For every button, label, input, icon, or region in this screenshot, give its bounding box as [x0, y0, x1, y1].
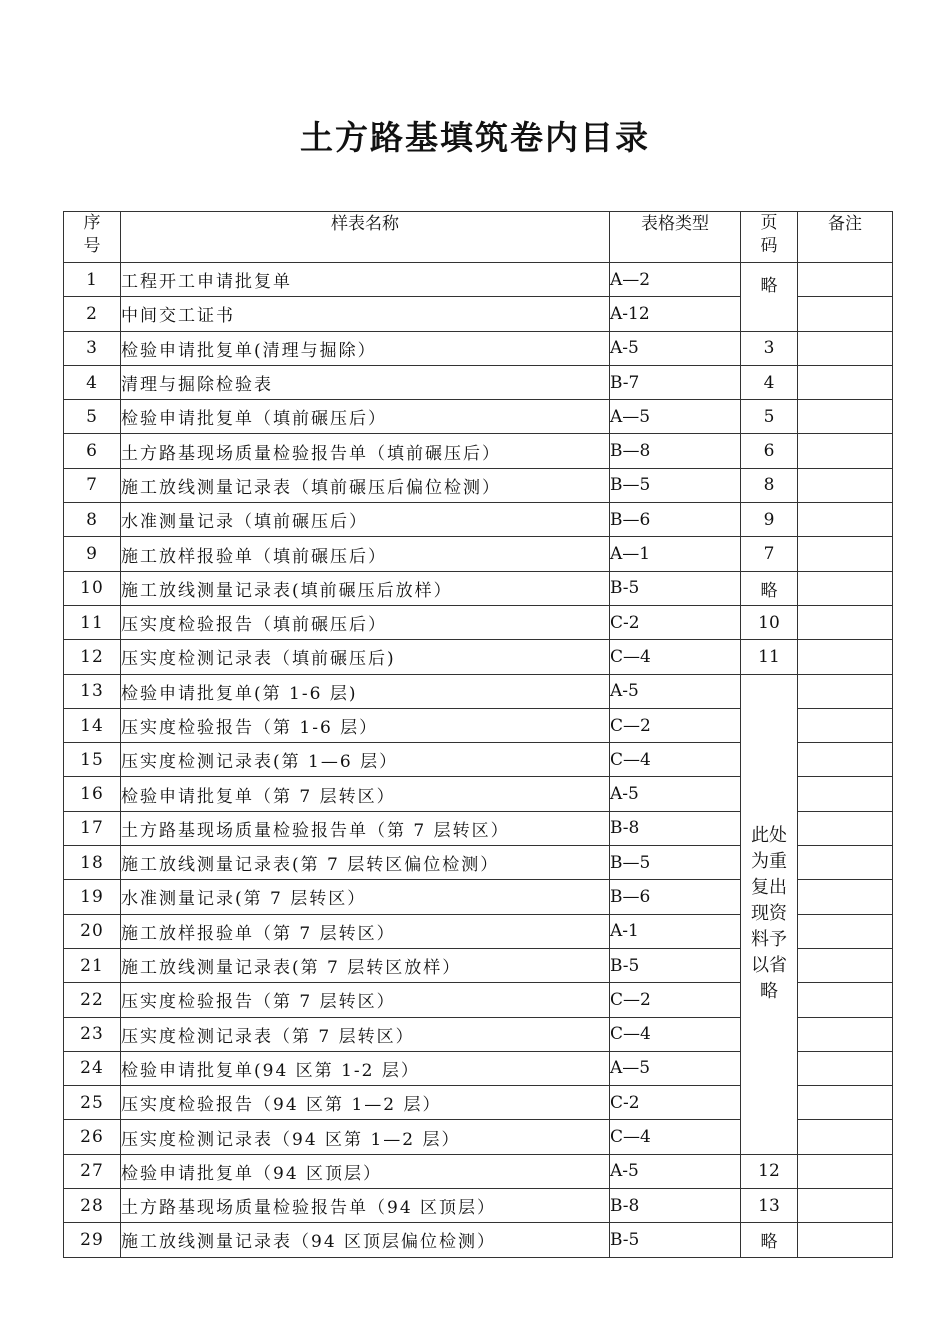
row-seq: 10 [64, 571, 121, 605]
row-page: 10 [741, 605, 798, 639]
row-note [798, 434, 893, 468]
row-name: 检验申请批复单（填前碾压后） [121, 400, 610, 434]
row-seq: 22 [64, 983, 121, 1017]
row-name: 施工放线测量记录表(第 7 层转区放样） [121, 948, 610, 982]
row-page: 略 [741, 571, 798, 605]
row-type: C—2 [610, 708, 741, 742]
row-note [798, 468, 893, 502]
table-row [64, 468, 893, 502]
row-seq: 8 [64, 503, 121, 537]
row-seq: 12 [64, 640, 121, 674]
row-seq: 25 [64, 1086, 121, 1120]
row-name: 施工放线测量记录表（94 区顶层偏位检测） [121, 1223, 610, 1257]
row-page: 略 [741, 1223, 798, 1257]
row-note [798, 640, 893, 674]
row-type: A-5 [610, 1154, 741, 1188]
header-name: 样表名称 [121, 212, 610, 263]
row-seq: 9 [64, 537, 121, 571]
row-note [798, 880, 893, 914]
table-body [64, 263, 893, 1258]
row-note [798, 1086, 893, 1120]
row-page-merged [741, 674, 798, 1154]
table-row [64, 605, 893, 639]
row-type: C—4 [610, 1120, 741, 1154]
row-name: 检验申请批复单(第 1-6 层) [121, 674, 610, 708]
row-name: 清理与掘除检验表 [121, 365, 610, 399]
row-type: C—2 [610, 983, 741, 1017]
row-name: 压实度检测记录表（第 7 层转区） [121, 1017, 610, 1051]
header-page: 页码 [741, 212, 798, 263]
row-note [798, 1051, 893, 1085]
row-name: 压实度检测记录表（94 区第 1—2 层） [121, 1120, 610, 1154]
row-note [798, 1223, 893, 1257]
row-name: 水准测量记录(第 7 层转区） [121, 880, 610, 914]
table-row [64, 365, 893, 399]
row-page: 13 [741, 1189, 798, 1223]
row-type: C—4 [610, 640, 741, 674]
row-name: 压实度检验报告（第 7 层转区） [121, 983, 610, 1017]
table-row [64, 331, 893, 365]
row-type: B—5 [610, 846, 741, 880]
row-type: B-8 [610, 1189, 741, 1223]
row-page: 9 [741, 503, 798, 537]
table-row [64, 1189, 893, 1223]
row-page: 12 [741, 1154, 798, 1188]
row-name: 压实度检验报告（填前碾压后） [121, 605, 610, 639]
row-seq: 7 [64, 468, 121, 502]
row-name: 施工放线测量记录表(第 7 层转区偏位检测） [121, 846, 610, 880]
header-seq: 序号 [64, 212, 121, 263]
row-name: 压实度检测记录表（填前碾压后) [121, 640, 610, 674]
row-seq: 15 [64, 743, 121, 777]
row-page: 8 [741, 468, 798, 502]
row-seq: 29 [64, 1223, 121, 1257]
row-type: B-7 [610, 365, 741, 399]
row-note [798, 605, 893, 639]
row-name: 土方路基现场质量检验报告单（第 7 层转区） [121, 811, 610, 845]
row-type: B—6 [610, 880, 741, 914]
row-seq: 24 [64, 1051, 121, 1085]
row-type: B—5 [610, 468, 741, 502]
row-page: 4 [741, 365, 798, 399]
row-type: B-5 [610, 571, 741, 605]
row-seq: 17 [64, 811, 121, 845]
row-note [798, 400, 893, 434]
row-type: B-5 [610, 1223, 741, 1257]
row-seq: 14 [64, 708, 121, 742]
row-note [798, 948, 893, 982]
row-note [798, 846, 893, 880]
toc-table [63, 211, 893, 1258]
row-seq: 21 [64, 948, 121, 982]
row-type: C-2 [610, 605, 741, 639]
row-name: 土方路基现场质量检验报告单（填前碾压后） [121, 434, 610, 468]
row-name: 工程开工申请批复单 [121, 263, 610, 297]
row-page-merged: 略 [741, 263, 798, 332]
row-name: 压实度检验报告（94 区第 1—2 层） [121, 1086, 610, 1120]
row-note [798, 297, 893, 331]
row-note [798, 1154, 893, 1188]
row-name: 检验申请批复单(94 区第 1-2 层） [121, 1051, 610, 1085]
row-note [798, 1120, 893, 1154]
row-seq: 18 [64, 846, 121, 880]
row-page: 3 [741, 331, 798, 365]
row-name: 水准测量记录（填前碾压后） [121, 503, 610, 537]
header-note: 备注 [798, 212, 893, 263]
row-note [798, 1017, 893, 1051]
row-seq: 26 [64, 1120, 121, 1154]
page-title: 土方路基填筑卷内目录 [300, 118, 650, 157]
row-seq: 11 [64, 605, 121, 639]
row-type: A-1 [610, 914, 741, 948]
row-seq: 16 [64, 777, 121, 811]
row-type: C-2 [610, 1086, 741, 1120]
table-header-row [64, 212, 893, 263]
row-type: B-8 [610, 811, 741, 845]
row-note [798, 743, 893, 777]
row-name: 检验申请批复单(清理与掘除） [121, 331, 610, 365]
row-name: 压实度检测记录表(第 1—6 层） [121, 743, 610, 777]
row-type: B—6 [610, 503, 741, 537]
row-seq: 20 [64, 914, 121, 948]
row-note [798, 537, 893, 571]
table-row [64, 1223, 893, 1257]
row-note [798, 571, 893, 605]
header-type: 表格类型 [610, 212, 741, 263]
row-seq: 1 [64, 263, 121, 297]
row-seq: 5 [64, 400, 121, 434]
table-row [64, 503, 893, 537]
row-type: A-12 [610, 297, 741, 331]
row-note [798, 365, 893, 399]
row-seq: 28 [64, 1189, 121, 1223]
row-note [798, 1189, 893, 1223]
row-note [798, 331, 893, 365]
row-note [798, 914, 893, 948]
row-note [798, 708, 893, 742]
table-row [64, 434, 893, 468]
row-type: A—5 [610, 1051, 741, 1085]
row-seq: 27 [64, 1154, 121, 1188]
table-row [64, 674, 893, 708]
row-name: 施工放线测量记录表(填前碾压后放样） [121, 571, 610, 605]
row-page: 5 [741, 400, 798, 434]
row-note [798, 263, 893, 297]
row-type: A—1 [610, 537, 741, 571]
table-row [64, 640, 893, 674]
row-seq: 13 [64, 674, 121, 708]
row-page: 7 [741, 537, 798, 571]
row-seq: 3 [64, 331, 121, 365]
row-type: C—4 [610, 743, 741, 777]
row-name: 检验申请批复单（94 区顶层） [121, 1154, 610, 1188]
row-name: 施工放样报验单（第 7 层转区） [121, 914, 610, 948]
row-name: 中间交工证书 [121, 297, 610, 331]
row-type: B—8 [610, 434, 741, 468]
row-seq: 19 [64, 880, 121, 914]
table-row [64, 263, 893, 297]
row-name: 土方路基现场质量检验报告单（94 区顶层） [121, 1189, 610, 1223]
row-name: 施工放线测量记录表（填前碾压后偏位检测） [121, 468, 610, 502]
row-note [798, 983, 893, 1017]
row-note [798, 811, 893, 845]
row-type: A—2 [610, 263, 741, 297]
row-seq: 23 [64, 1017, 121, 1051]
row-seq: 2 [64, 297, 121, 331]
row-seq: 6 [64, 434, 121, 468]
row-note [798, 777, 893, 811]
row-type: A-5 [610, 674, 741, 708]
row-name: 施工放样报验单（填前碾压后） [121, 537, 610, 571]
row-page: 11 [741, 640, 798, 674]
table-row [64, 537, 893, 571]
row-page: 6 [741, 434, 798, 468]
row-type: B-5 [610, 948, 741, 982]
row-type: A-5 [610, 331, 741, 365]
row-type: C—4 [610, 1017, 741, 1051]
row-note [798, 674, 893, 708]
row-type: A-5 [610, 777, 741, 811]
row-name: 检验申请批复单（第 7 层转区） [121, 777, 610, 811]
merged-page-note: 此处为重复出现资料予以省略 [751, 825, 787, 1003]
table-row [64, 571, 893, 605]
row-seq: 4 [64, 365, 121, 399]
table-row [64, 400, 893, 434]
row-note [798, 503, 893, 537]
table-row [64, 1154, 893, 1188]
row-name: 压实度检验报告（第 1-6 层） [121, 708, 610, 742]
row-type: A—5 [610, 400, 741, 434]
